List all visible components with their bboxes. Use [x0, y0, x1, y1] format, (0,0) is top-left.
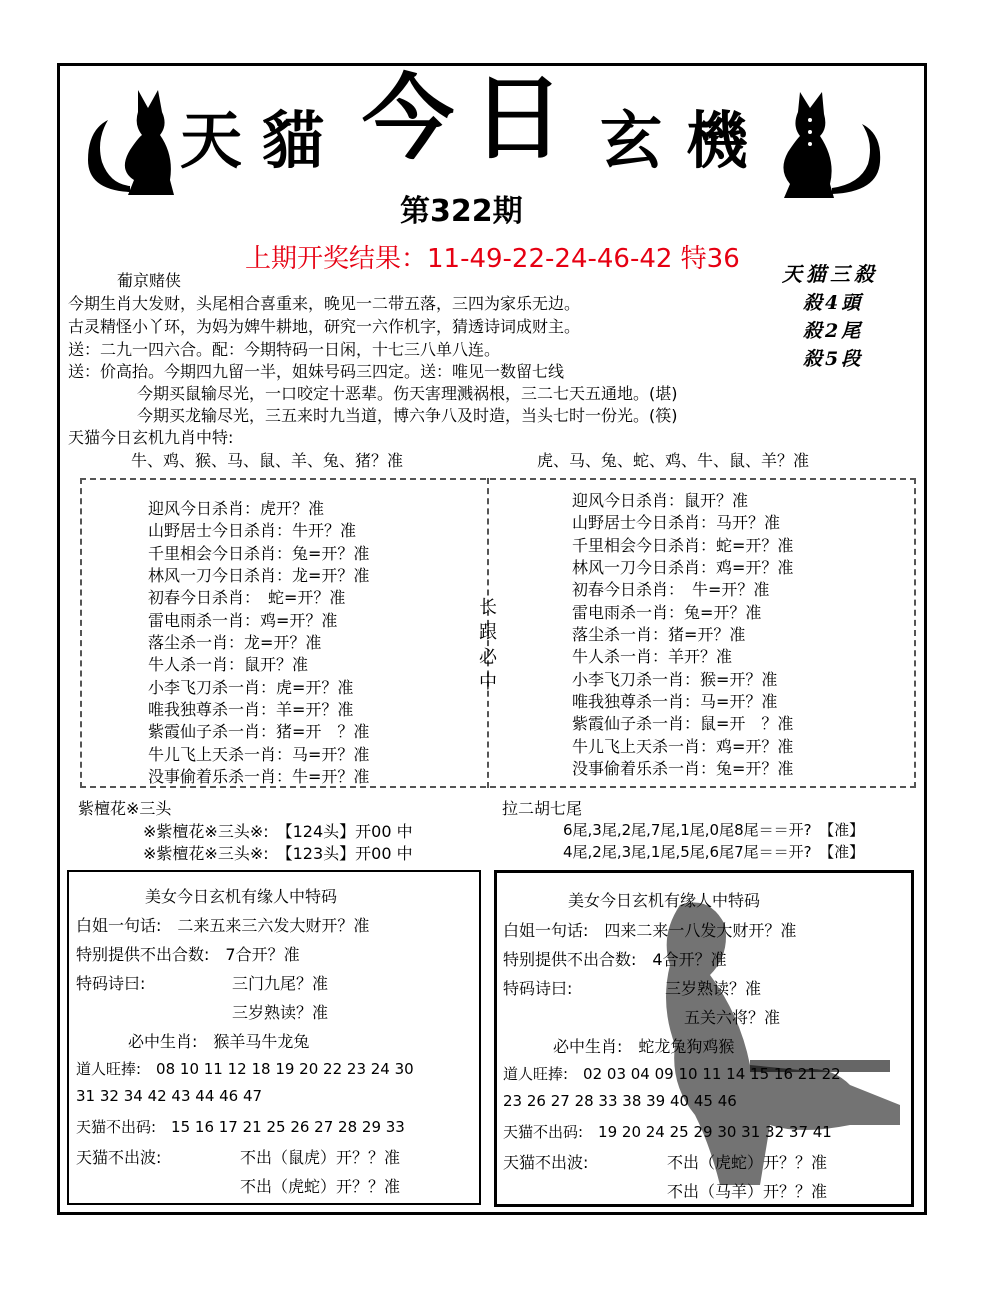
text-line-3: 送：二九一四六合。配：今期特码一日闲，十七三八单八连。: [68, 340, 501, 359]
text-line-6: 今期买龙输尽光，三五来时九当道，博六争八及时造，当头七时一份光。(筷): [137, 406, 678, 425]
right-box-line-3a: 特码诗曰:: [503, 979, 573, 998]
left-box-line-5: 必中生肖: 猴羊马牛龙兔: [128, 1032, 310, 1051]
kill-right-3: 千里相会今日杀肖：蛇=开？准: [572, 536, 794, 555]
last-result: 上期开奖结果：11-49-22-24-46-42 特36: [245, 244, 740, 274]
vertical-char: 中: [479, 672, 497, 693]
kill-segment: 殺5段: [803, 348, 864, 370]
kill-head: 殺4頭: [803, 292, 864, 314]
right-box-line-8: 天猫不出码: 19 20 24 25 29 30 31 32 37 41: [503, 1123, 832, 1141]
erhu-title: 拉二胡七尾: [502, 799, 583, 818]
kill-right-10: 唯我独尊杀一肖：马=开？准: [572, 692, 778, 711]
left-box-line-8: 天猫不出码: 15 16 17 21 25 26 27 28 29 33: [76, 1118, 405, 1136]
kill-left-4: 林风一刀今日杀肖：龙=开？准: [148, 566, 370, 585]
right-box-line-5: 必中生肖: 蛇龙兔狗鸡猴: [553, 1037, 735, 1056]
kill-left-11: 紫霞仙子杀一肖：猪=开 ？准: [148, 722, 370, 741]
kill-right-12: 牛儿飞上天杀一肖：鸡=开？准: [572, 737, 794, 756]
left-box-line-7: 31 32 34 42 43 44 46 47: [76, 1087, 263, 1105]
title-char-3: 今: [362, 64, 455, 172]
left-box-line-1: 白姐一句话: 二来五来三六发大财开？准: [76, 916, 370, 935]
right-box-line-7: 23 26 27 28 33 38 39 40 45 46: [503, 1092, 737, 1110]
title-char-5: 玄: [600, 104, 663, 177]
right-box-line-2: 特别提供不出合数: 4合开？准: [503, 950, 727, 969]
right-box-line-9a: 天猫不出波:: [503, 1153, 589, 1172]
left-box-line-10: 不出（虎蛇）开？？准: [240, 1177, 401, 1196]
vertical-char: 长: [479, 597, 497, 618]
vertical-label: [476, 595, 500, 695]
kill-tail: 殺2尾: [803, 320, 864, 342]
kill-left-12: 牛儿飞上天杀一肖：马=开？准: [148, 745, 370, 764]
kills-heading: 天猫三殺: [782, 262, 878, 286]
left-box-line-3a: 特码诗曰:: [76, 974, 146, 993]
left-cat-illustration: [78, 80, 188, 200]
left-box-line-4: 三岁熟读？准: [232, 1003, 329, 1022]
right-box-line-4: 五关六将？准: [684, 1008, 781, 1027]
zitan-title: 紫檀花※三头: [78, 799, 172, 818]
kill-right-9: 小李飞刀杀一肖：猴=开？准: [572, 670, 778, 689]
issue-number: 第322期: [400, 194, 523, 229]
nine-right: 虎、马、兔、蛇、鸡、牛、鼠、羊？准: [537, 451, 810, 470]
kill-right-5: 初春今日杀肖： 牛=开？准: [572, 580, 770, 599]
kill-right-4: 林风一刀今日杀肖：鸡=开？准: [572, 558, 794, 577]
kill-right-13: 没事偷着乐杀一肖：兔=开？准: [572, 759, 794, 778]
kill-left-2: 山野居士今日杀肖：牛开？准: [148, 521, 357, 540]
right-box-line-9b: 不出（虎蛇）开？？准: [667, 1153, 828, 1172]
kill-right-6: 雷电雨杀一肖：兔=开？准: [572, 603, 762, 622]
kill-left-3: 千里相会今日杀肖：兔=开？准: [148, 544, 370, 563]
right-box-line-3b: 三岁熟读？准: [665, 979, 762, 998]
left-box-line-9b: 不出（鼠虎）开？？准: [240, 1148, 401, 1167]
kill-right-8: 牛人杀一肖：羊开？准: [572, 647, 733, 666]
kill-right-2: 山野居士今日杀肖：马开？准: [572, 513, 781, 532]
left-box-line-6: 道人旺捧: 08 10 11 12 18 19 20 22 23 24 30: [76, 1060, 414, 1078]
zitan-line-2: ※紫檀花※三头※: 【123头】开00 中: [143, 844, 413, 863]
text-line-1: 今期生肖大发财，头尾相合喜重来，晚见一二带五落，三四为家乐无边。: [68, 294, 581, 313]
kill-left-8: 牛人杀一肖：鼠开？准: [148, 655, 309, 674]
kill-right-7: 落尘杀一肖：猪=开？准: [572, 625, 746, 644]
section-author: 葡京赌侠: [117, 271, 182, 290]
title-char-2: 貓: [262, 104, 325, 177]
text-line-4: 送：价高抬。今期四九留一半，姐妹号码三四定。送：唯见一数留七线: [68, 362, 565, 381]
title-char-1: 天: [180, 104, 243, 177]
kill-left-5: 初春今日杀肖： 蛇=开？准: [148, 588, 346, 607]
erhu-line-2: 4尾,2尾,3尾,1尾,5尾,6尾7尾＝＝开? 【准】: [563, 843, 865, 861]
left-box-line-9a: 天猫不出波:: [76, 1148, 162, 1167]
nine-title: 天猫今日玄机九肖中特:: [68, 428, 234, 447]
zitan-line-1: ※紫檀花※三头※: 【124头】开00 中: [143, 822, 413, 841]
title-char-4: 日: [472, 64, 565, 172]
left-box-line-3b: 三门九尾？准: [232, 974, 329, 993]
kill-left-9: 小李飞刀杀一肖：虎=开？准: [148, 678, 354, 697]
vertical-char: 跟: [479, 622, 497, 643]
title-char-6: 機: [686, 104, 749, 177]
erhu-line-1: 6尾,3尾,2尾,7尾,1尾,0尾8尾＝＝开? 【准】: [563, 821, 865, 839]
vertical-char: 必: [479, 647, 497, 668]
left-box-line-2: 特别提供不出合数: 7合开？准: [76, 945, 300, 964]
kill-left-6: 雷电雨杀一肖：鸡=开？准: [148, 611, 338, 630]
right-cat-illustration: [770, 80, 890, 205]
right-box-line-10: 不出（马羊）开？？准: [667, 1182, 828, 1201]
right-box-line-1: 白姐一句话: 四来二来一八发大财开？准: [503, 921, 797, 940]
kill-right-1: 迎风今日杀肖：鼠开？准: [572, 491, 749, 510]
right-box-title: 美女今日玄机有缘人中特码: [568, 891, 761, 910]
kill-left-10: 唯我独尊杀一肖：羊=开？准: [148, 700, 354, 719]
nine-left: 牛、鸡、猴、马、鼠、羊、兔、猪？准: [131, 451, 404, 470]
kill-right-11: 紫霞仙子杀一肖：鼠=开 ？准: [572, 714, 794, 733]
right-box-line-6: 道人旺捧: 02 03 04 09 10 11 14 15 16 21 22: [503, 1065, 841, 1083]
kill-left-7: 落尘杀一肖：龙=开？准: [148, 633, 322, 652]
kill-left-1: 迎风今日杀肖：虎开？准: [148, 499, 325, 518]
text-line-5: 今期买鼠输尽光，一口咬定十恶辈。伤天害理溅祸根，三二七天五通地。(堪): [137, 384, 678, 403]
left-box-title: 美女今日玄机有缘人中特码: [145, 887, 338, 906]
kill-left-13: 没事偷着乐杀一肖：牛=开？准: [148, 767, 370, 786]
text-line-2: 古灵精怪小丫环，为妈为婢牛耕地，研究一六作机字，猜透诗词成财主。: [68, 317, 581, 336]
